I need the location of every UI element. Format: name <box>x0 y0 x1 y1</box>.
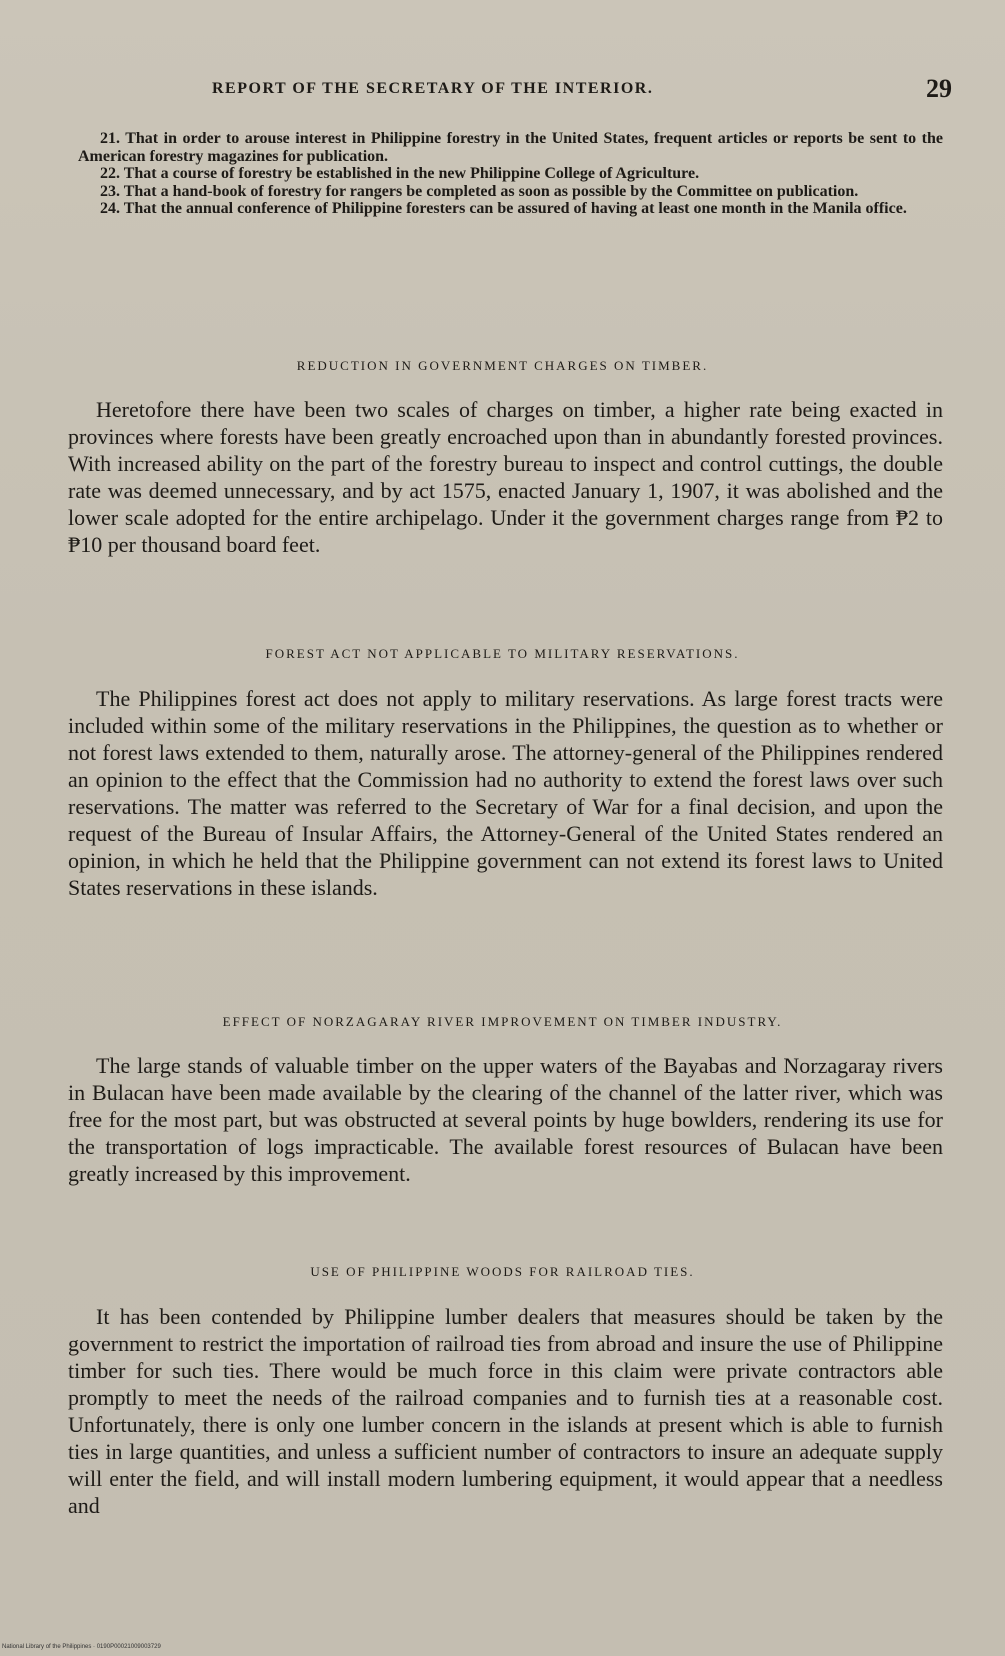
section-paragraph: The Philippines forest act does not apply to military reservations. As large forest tracts were included within some of the military reservations in the Philippines, the question as to whether or not forest laws extended to them, naturally arose. The attorney-general of the Philippines rendered an opinion to the effect that the Commission had no authority to extend the forest laws over such reservations. The matter was referred to the Secretary of War for a final decision, and upon the request of the Bureau of Insular Affairs, the Attorney-General of the United States rendered an opinion, in which he held that the Philippine government can not extend its forest laws to United States reservations in these islands. <box>68 686 943 900</box>
section-heading: USE OF PHILIPPINE WOODS FOR RAILROAD TIES. <box>310 1264 695 1279</box>
scan-credit: National Library of the Philippines · 0190P00021009003729 <box>2 1644 161 1650</box>
recommendation-item: 24. That the annual conference of Philippine foresters can be assured of having at least one month in the Manila office. <box>100 200 907 217</box>
page-number: 29 <box>926 74 952 103</box>
recommendation-item: 21. That in order to arouse interest in Philippine forestry in the United States, frequent articles or reports be sent to the American forestry magazines for publication. <box>78 130 943 165</box>
recommendation-item: 22. That a course of forestry be established in the new Philippine College of Agriculture. <box>100 165 700 182</box>
section-heading: FOREST ACT NOT APPLICABLE TO MILITARY RESERVATIONS. <box>265 646 740 661</box>
page-header <box>72 74 952 108</box>
section-paragraph: It has been contended by Philippine lumber dealers that measures should be taken by the government to restrict the importation of railroad ties from abroad and insure the use of Philippine timber for such ties. There would be much force in this claim were private contractors able promptly to meet the needs of the railroad companies and to furnish ties at a reasonable cost. Unfortunately, there is only one lumber concern in the islands at present which is able to furnish ties in large quantities, and unless a sufficient number of contractors to insure an adequate supply will enter the field, and will install modern lumbering equipment, it would appear that a needless and <box>68 1304 943 1518</box>
running-head: REPORT OF THE SECRETARY OF THE INTERIOR. <box>212 80 654 97</box>
section-heading: REDUCTION IN GOVERNMENT CHARGES ON TIMBER. <box>296 358 709 373</box>
recommendation-item: 23. That a hand-book of forestry for rangers be completed as soon as possible by the Committee on publication. <box>100 182 859 200</box>
section-paragraph: Heretofore there have been two scales of charges on timber, a higher rate being exacted in provinces where forests have been greatly encroached upon than in abundantly forested provinces. With increased ability on the part of the forestry bureau to inspect and control cuttings, the double rate was deemed unnecessary, and by act 1575, enacted January 1, 1907, it was abolished and the lower scale adopted for the entire archipelago. Under it the government charges range from ₱2 to ₱10 per thousand board feet. <box>68 397 943 557</box>
recommendations-list <box>78 130 943 218</box>
section-paragraph: The large stands of valuable timber on the upper waters of the Bayabas and Norzagaray rivers in Bulacan have been made available by the clearing of the channel of the latter river, which was free for the most part, but was obstructed at several points by huge bowlders, rendering its use for the transportation of logs impracticable. The available forest resources of Bulacan have been greatly increased by this improvement. <box>68 1053 943 1186</box>
section-heading: EFFECT OF NORZAGARAY RIVER IMPROVEMENT ON TIMBER INDUSTRY. <box>222 1014 783 1029</box>
